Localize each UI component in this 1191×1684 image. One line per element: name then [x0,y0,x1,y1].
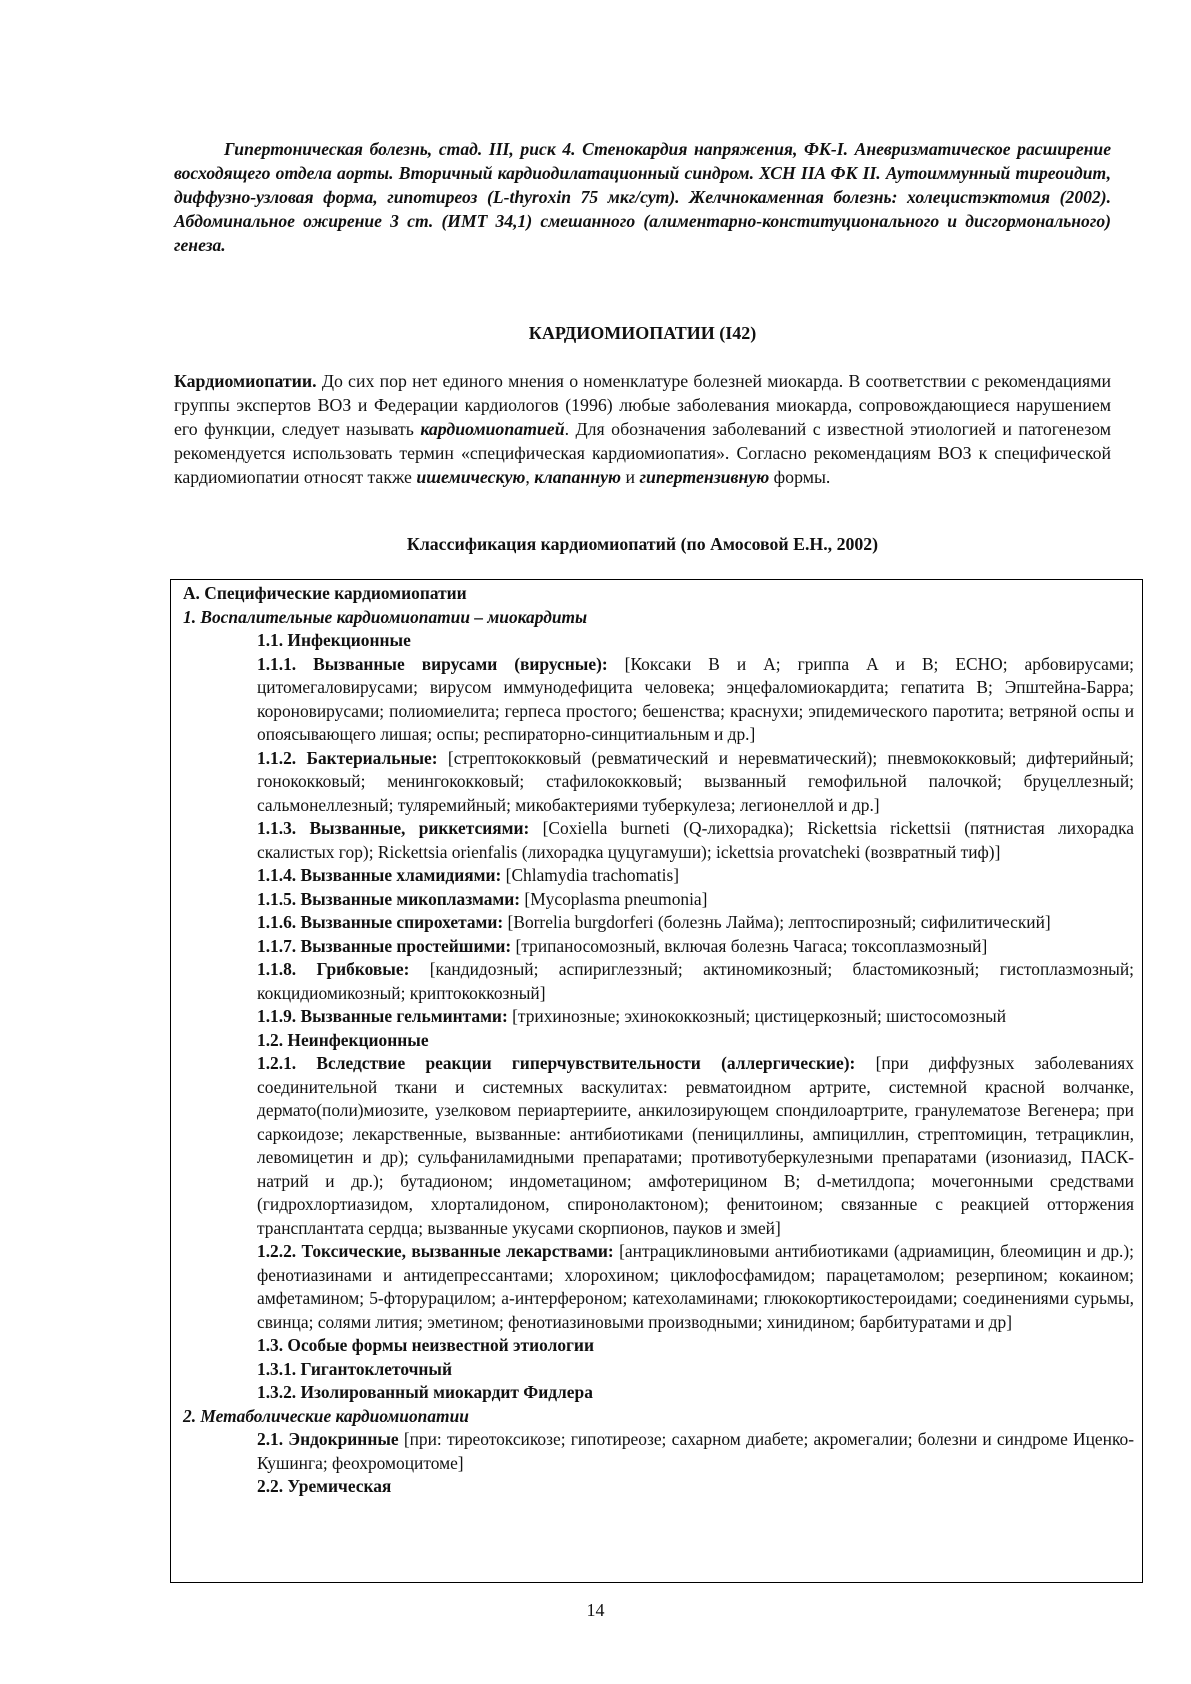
class-a-title: А. Специфические кардиомиопатии [183,583,467,603]
intro-sep-1: , [525,467,535,487]
item-1-1-1 [183,653,1134,747]
item-text: [при: тиреотоксикозе; гипотиреозе; сахарном диабете; акромегалии; болезни и синдроме Иценко-Кушинга; феохромоцитоме] [257,1429,1134,1473]
item-label: 1.2.1. Вследствие реакции гиперчувствительности (аллергические): [257,1053,856,1073]
intro-text-2: . Для обозначения заболеваний с известной этиологией и патогенезом рекомендуется использовать термин «специфическая кардиомиопатия». Согласно рекомендациям ВОЗ к специфической кардиомиопатии относят также [174,419,1112,487]
intro-text-1: До сих пор нет единого мнения о номенклатуре болезней миокарда. В соответствии с рекомендациями группы экспертов ВОЗ и Федерации кардиологов (1996) любые заболевания миокарда, сопровождающиеся нарушением его функции, следует называть [174,371,1111,439]
item-label: 1.1.6. Вызванные спирохетами: [257,912,504,932]
intro-term-hypertensive: гипертензивную [639,467,770,487]
intro-term-ischemic: ишемическую [416,467,526,487]
item-text: [при диффузных заболеваниях соединительной ткани и системных васкулитах: ревматоидном артрите, системной красной волчанке, дермато(поли)миозите, узелковом периартериите, анкилозирующем спондилоартрите, гранулематозе Вегенера; при саркоидозе; лекарственные, вызванные: антибиотиками (пенициллины, ампициллин, стрептомицин, тетрациклин, левомицетин и др); сульфаниламидными препаратами; противотуберкулезными препаратами (изониазид, ПАСК-натрий и др.); бутадионом; индометацином; амфотерицином В; d-метилдопа; мочегонными средствами (гидрохлортиазидом, хлорталидоном, спиронолактоном); фенитоином; связанные с реакцией отторжения трансплантата сердца; вызванные укусами скорпионов, пауков и змей] [257,1053,1134,1238]
item-label: 1.1.2. Бактериальные: [257,747,448,768]
intro-lead: Кардиомиопатии. [174,371,317,391]
item-text: [Chlamydia trachomatis] [501,865,680,885]
intro-term-valvular: клапанную [534,467,622,487]
intro-sep-2: и [621,467,640,487]
subgroup-1-1: 1.1. Инфекционные [257,630,411,650]
classification-title: Классификация кардиомиопатий (по Амосовой Е.Н., 2002) [406,534,879,554]
item-label: 1.1.7. Вызванные простейшими: [257,935,512,956]
intro-term-cardiomyopathy: кардиомиопатией [420,419,565,439]
item-label: 1.1.3. Вызванные, риккетсиями: [257,818,530,838]
intro-paragraph [174,369,1111,489]
item-1-1-4 [183,864,1134,888]
item-1-1-7 [183,935,1134,959]
item-1-1-9 [183,1005,1134,1029]
item-1-2-1 [183,1052,1134,1240]
item-1-1-8 [183,958,1134,1005]
item-1-2-2 [183,1240,1134,1334]
item-1-3-2: 1.3.2. Изолированный миокардит Фидлера [257,1382,593,1402]
item-text: [Borrelia burgdorferi (болезнь Лайма); лептоспирозный; сифилитический] [503,912,1051,932]
diagnosis-paragraph: Гипертоническая болезнь, стад. III, риск 4. Стенокардия напряжения, ФК-I. Аневризматическое расширение восходящего отдела аорты. Вторичный кардиодилатационный синдром. ХСН IIA ФК II. Аутоиммунный тиреоидит, диффузно-узловая форма, гипотиреоз (L-thyroxin 75 мкг/сут). Желчнокаменная болезнь: холецистэктомия (2002). Абдоминальное ожирение 3 ст. (ИМТ 34,1) смешанного (алиментарно-конституционального и дисгормонального) генеза. [174,139,1111,255]
subgroup-2-2: 2.2. Уремическая [257,1476,392,1496]
item-text: [трипаносомозный, включая болезнь Чагаса; токсоплазмозный] [511,935,988,956]
subgroup-1-2: 1.2. Неинфекционные [257,1029,429,1050]
item-1-1-6 [183,911,1134,935]
item-text: [Коксаки В и А; гриппа А и В; ЕСНО; арбовирусами; цитомегаловирусами; вирусом иммунодефицита человека; энцефаломиокардита; гепатита В; Эпштейна-Барра; короновирусами; полиомиелита; герпеса простого; бешенства; краснухи; эпидемического паротита; ветряной оспы и опоясывающего лишая; оспы; респираторно-синцитиальным и др.] [257,653,1134,744]
item-label: 1.1.4. Вызванные хламидиями: [257,865,502,885]
item-text: [Coxiella burneti (Q-лихорадка); Rickettsia rickettsii (пятнистая лихорадка скалистых гор); Rickettsia orienfalis (лихорадка цуцугамуши); ickettsia provatcheki (возвратный тиф)] [257,818,1135,862]
item-text: [трихинозные; эхинококкозный; цистицеркозный; шистосомозный [507,1006,1007,1026]
item-2-1 [183,1428,1134,1475]
item-label: 1.1.8. Грибковые: [257,959,410,979]
item-label: 2.1. Эндокринные [257,1429,399,1449]
group-2-title: 2. Метаболические кардиомиопатии [183,1405,469,1426]
group-1-title: 1. Воспалительные кардиомиопатии – миокардиты [183,606,588,627]
item-1-1-3 [183,817,1134,864]
section-title: КАРДИОМИОПАТИИ (I42) [528,323,757,343]
item-text: [антрациклиновыми антибиотиками (адриамицин, блеомицин и др.); фенотиазинами и антидепрессантами; хлорохином; циклофосфамидом; парацетамолом; резерпином; кокаином; амфетамином; 5-фторурацилом; а-интерфероном; катехоламинами; глюкокортикостероидами; соединениями сурьмы, свинца; солями лития; эметином; фенотиазиновыми производными; хинидином; барбитуратами и др] [257,1241,1135,1332]
item-label: 1.1.1. Вызванные вирусами (вирусные): [257,653,608,674]
classification-box [170,579,1143,1583]
item-label: 1.2.2. Токсические, вызванные лекарствами: [257,1241,614,1261]
item-text: [кандидозный; аспириглеззный; актиномикозный; бластомикозный; гистоплазмозный; кокцидиомикозный; криптококкозный] [257,959,1134,1003]
subgroup-1-3: 1.3. Особые формы неизвестной этиологии [257,1335,594,1355]
intro-text-3: формы. [769,467,831,487]
item-1-3-1: 1.3.1. Гигантоклеточный [257,1358,452,1379]
item-text: [Mycoplasma pneumonia] [520,888,708,909]
item-text: [стрептококковый (ревматический и неревматический); пневмококковый; дифтерийный; гонококковый; менингококковый; стафилококковый; вызванный гемофильной палочкой; бруцеллезный; сальмонеллезный; туляремийный; микобактериями туберкулеза; легионеллой и др.] [257,747,1134,815]
item-label: 1.1.9. Вызванные гельминтами: [257,1006,508,1026]
item-label: 1.1.5. Вызванные микоплазмами: [257,888,521,909]
page-number: 14 [586,1600,605,1620]
item-1-1-2 [183,747,1134,818]
item-1-1-5 [183,888,1134,912]
